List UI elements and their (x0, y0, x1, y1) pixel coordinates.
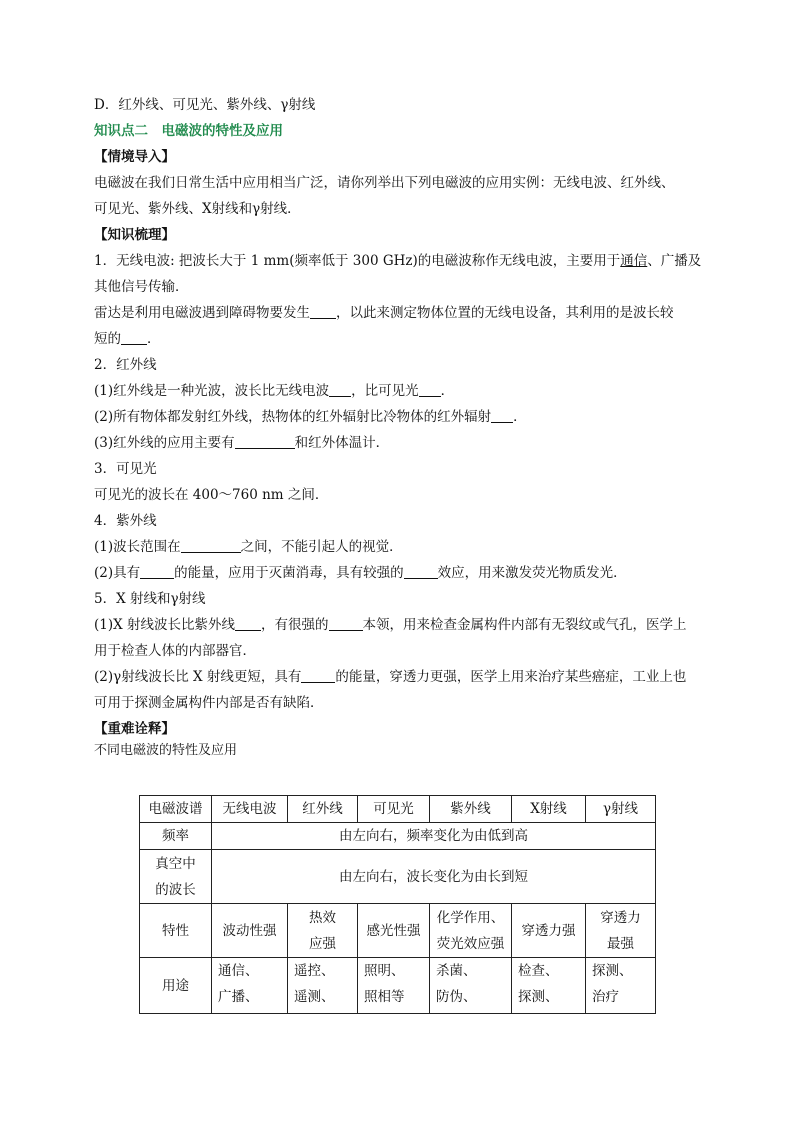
gamma-point-2: (2)γ射线波长比 X 射线更短，具有 的能量，穿透力更强，医学上用来治疗某些癌症，工业上也 (94, 669, 687, 685)
table-row-uses (140, 958, 656, 1014)
row-label: 真空中 的波长 (140, 850, 212, 904)
option-d: D．红外线、可见光、紫外线、γ射线 (94, 97, 316, 113)
key-heading: 【重难诠释】 (94, 721, 175, 737)
header-cell: 紫外线 (430, 796, 512, 823)
fill-blank[interactable] (419, 382, 441, 397)
fill-blank[interactable] (310, 304, 336, 319)
table-cell: 检查、 探测、 (512, 958, 586, 1014)
fill-blank[interactable] (329, 382, 351, 397)
fill-blank[interactable] (181, 538, 241, 553)
table-cell: 化学作用、 荧光效应强 (430, 904, 512, 958)
row-label: 特性 (140, 904, 212, 958)
fill-blank[interactable] (301, 668, 335, 683)
header-cell: 无线电波 (212, 796, 288, 823)
radio-line-2: 其他信号传输． (94, 279, 189, 295)
spectrum-table (139, 795, 656, 1014)
uv-title: 4．紫外线 (94, 513, 157, 529)
table-cell: 杀菌、 防伪、 (430, 958, 512, 1014)
table-caption: 不同电磁波的特性及应用 (94, 743, 238, 758)
infrared-point-3: (3)红外线的应用主要有 和红外体温计． (94, 435, 390, 451)
table-cell: 通信、 广播、 (212, 958, 288, 1014)
header-cell: X射线 (512, 796, 586, 823)
fill-blank[interactable] (121, 330, 147, 345)
uv-point-2: (2)具有 的能量，应用于灭菌消毒，具有较强的 效应，用来激发荧光物质发光． (94, 565, 627, 581)
fill-blank[interactable] (329, 616, 363, 631)
fill-blank[interactable] (235, 616, 261, 631)
infrared-point-1: (1)红外线是一种光波，波长比无线电波 ，比可见光 ． (94, 383, 455, 399)
visible-point-1: 可见光的波长在 400～760 nm 之间． (94, 487, 329, 503)
header-cell: γ射线 (586, 796, 656, 823)
document-body (94, 92, 700, 760)
gamma-point-2-cont: 可用于探测金属构件内部是否有缺陷． (94, 695, 324, 711)
xray-point-1-cont: 用于检查人体的内部器官． (94, 643, 256, 659)
header-cell: 电磁波谱 (140, 796, 212, 823)
radar-line-1: 雷达是利用电磁波遇到障碍物要发生 ，以此来测定物体位置的无线电设备，其利用的是波长较 (94, 305, 674, 321)
radar-line-2: 短的 ． (94, 331, 161, 347)
fill-blank[interactable] (491, 408, 513, 423)
uv-point-1: (1)波长范围在 之间，不能引起人的视觉． (94, 539, 403, 555)
table-cell: 遥控、 遥测、 (288, 958, 358, 1014)
table-cell: 穿透力强 (512, 904, 586, 958)
table-cell: 波动性强 (212, 904, 288, 958)
row-label: 用途 (140, 958, 212, 1014)
table-row-frequency (140, 823, 656, 850)
intro-text-2: 可见光、紫外线、X射线和γ射线． (94, 201, 301, 217)
frequency-trend: 由左向右，频率变化为由低到高 (212, 823, 656, 850)
radio-line-1: 1．无线电波: 把波长大于 1 mm(频率低于 300 GHz)的电磁波称作无线电波，主要用于通信、广播及 (94, 253, 702, 269)
table-cell: 探测、 治疗 (586, 958, 656, 1014)
table-cell: 感光性强 (358, 904, 430, 958)
infrared-point-2: (2)所有物体都发射红外线，热物体的红外辐射比冷物体的红外辐射 ． (94, 409, 527, 425)
underlined-term: 通信 (620, 253, 648, 269)
intro-heading: 【情境导入】 (94, 149, 175, 165)
table-cell: 穿透力 最强 (586, 904, 656, 958)
table-cell: 热效 应强 (288, 904, 358, 958)
fill-blank[interactable] (404, 564, 438, 579)
row-label: 频率 (140, 823, 212, 850)
table-row-properties (140, 904, 656, 958)
infrared-title: 2．红外线 (94, 357, 157, 373)
xgamma-title: 5．X 射线和γ射线 (94, 591, 206, 607)
section-title: 知识点二 电磁波的特性及应用 (94, 123, 283, 139)
intro-text-1: 电磁波在我们日常生活中应用相当广泛，请你列举出下列电磁波的应用实例：无线电波、红外线、 (94, 175, 675, 191)
wavelength-trend: 由左向右，波长变化为由长到短 (212, 850, 656, 904)
table-header-row (140, 796, 656, 823)
visible-title: 3．可见光 (94, 461, 157, 477)
fill-blank[interactable] (140, 564, 174, 579)
fill-blank[interactable] (235, 434, 295, 449)
table-row-wavelength (140, 850, 656, 904)
header-cell: 可见光 (358, 796, 430, 823)
xray-point-1: (1)X 射线波长比紫外线 ，有很强的 本领，用来检查金属构件内部有无裂纹或气孔，医学上 (94, 617, 687, 633)
table-cell: 照明、 照相等 (358, 958, 430, 1014)
review-heading: 【知识梳理】 (94, 227, 175, 243)
header-cell: 红外线 (288, 796, 358, 823)
